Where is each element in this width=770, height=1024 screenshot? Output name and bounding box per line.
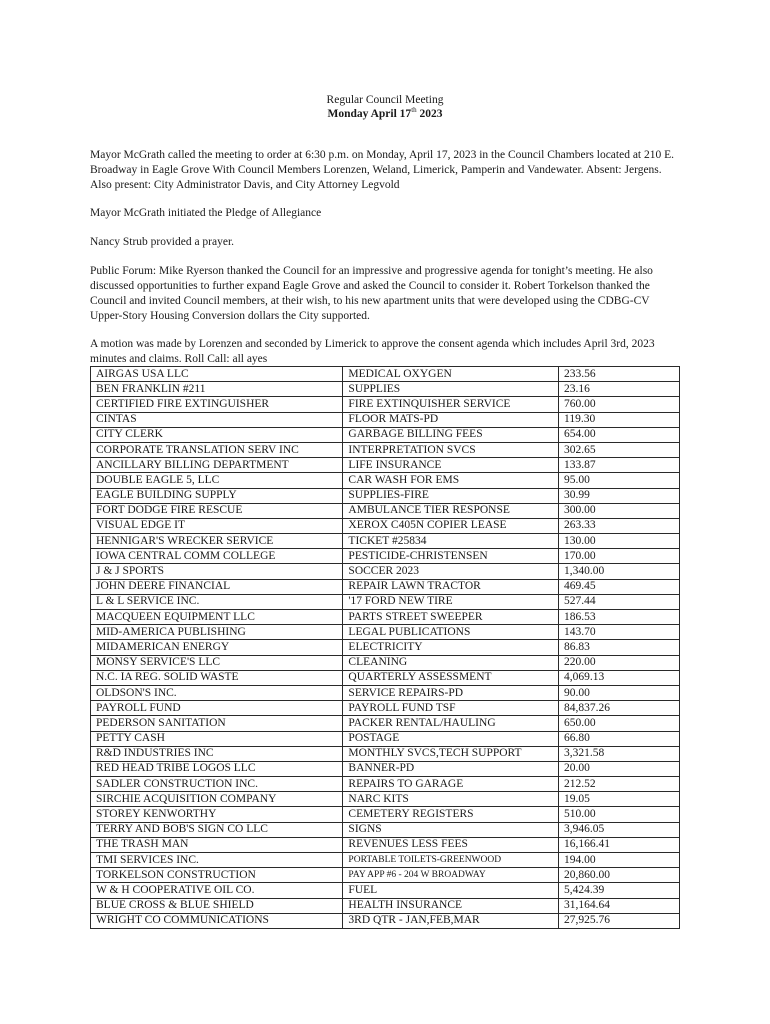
vendor-cell: R&D INDUSTRIES INC <box>91 746 343 761</box>
vendor-cell: OLDSON'S INC. <box>91 685 343 700</box>
amount-cell: 27,925.76 <box>559 913 680 928</box>
amount-cell: 212.52 <box>559 777 680 792</box>
description-cell: LEGAL PUBLICATIONS <box>343 625 559 640</box>
table-row <box>91 898 680 913</box>
description-cell: MEDICAL OXYGEN <box>343 367 559 382</box>
description-cell: PAY APP #6 - 204 W BROADWAY <box>343 868 559 883</box>
description-cell: GARBAGE BILLING FEES <box>343 427 559 442</box>
table-row <box>91 518 680 533</box>
table-row <box>91 731 680 746</box>
vendor-cell: CINTAS <box>91 412 343 427</box>
amount-cell: 90.00 <box>559 685 680 700</box>
amount-cell: 23.16 <box>559 382 680 397</box>
table-row <box>91 883 680 898</box>
description-cell: FLOOR MATS-PD <box>343 412 559 427</box>
description-cell: INTERPRETATION SVCS <box>343 442 559 457</box>
description-cell: XEROX C405N COPIER LEASE <box>343 518 559 533</box>
amount-cell: 143.70 <box>559 625 680 640</box>
call-to-order-paragraph: Mayor McGrath called the meeting to order at 6:30 p.m. on Monday, April 17, 2023 in the Council Chambers located at 210 E. Broadway in Eagle Grove With Council Members Lorenzen, Weland, Limerick, Pamperin and Vandewater. Absent: Jergens. Also present: City Administrator Davis, and City Attorney Legvold <box>90 149 675 191</box>
amount-cell: 31,164.64 <box>559 898 680 913</box>
amount-cell: 1,340.00 <box>559 564 680 579</box>
table-row <box>91 746 680 761</box>
claims-table <box>90 366 680 929</box>
vendor-cell: MONSY SERVICE'S LLC <box>91 655 343 670</box>
description-cell: PACKER RENTAL/HAULING <box>343 716 559 731</box>
table-row <box>91 503 680 518</box>
public-forum-paragraph: Public Forum: Mike Ryerson thanked the Council for an impressive and progressive agenda for tonight’s meeting. He also discussed opportunities to further expand Eagle Grove and asked the Council to consider it. Robert Torkelson thanked the Council and invited Council members, at their wish, to his new apartment units that were developed using the CDBG-CV Upper-Story Housing Conversion dollars the City supported. <box>90 265 653 322</box>
amount-cell: 760.00 <box>559 397 680 412</box>
table-row <box>91 777 680 792</box>
table-row <box>91 610 680 625</box>
description-cell: LIFE INSURANCE <box>343 458 559 473</box>
description-cell: CLEANING <box>343 655 559 670</box>
description-cell: REVENUES LESS FEES <box>343 837 559 852</box>
table-row <box>91 670 680 685</box>
table-row <box>91 868 680 883</box>
description-cell: BANNER-PD <box>343 761 559 776</box>
meeting-date-suffix: 2023 <box>416 108 443 120</box>
vendor-cell: J & J SPORTS <box>91 564 343 579</box>
table-row <box>91 701 680 716</box>
motion-paragraph: A motion was made by Lorenzen and seconded by Limerick to approve the consent agenda which includes April 3rd, 2023 minutes and claims. Roll Call: all ayes <box>90 338 655 365</box>
vendor-cell: CITY CLERK <box>91 427 343 442</box>
vendor-cell: PETTY CASH <box>91 731 343 746</box>
description-cell: SERVICE REPAIRS-PD <box>343 685 559 700</box>
amount-cell: 130.00 <box>559 534 680 549</box>
description-cell: '17 FORD NEW TIRE <box>343 594 559 609</box>
description-cell: FIRE EXTINQUISHER SERVICE <box>343 397 559 412</box>
table-row <box>91 837 680 852</box>
vendor-cell: W & H COOPERATIVE OIL CO. <box>91 883 343 898</box>
vendor-cell: THE TRASH MAN <box>91 837 343 852</box>
amount-cell: 84,837.26 <box>559 701 680 716</box>
vendor-cell: MIDAMERICAN ENERGY <box>91 640 343 655</box>
amount-cell: 302.65 <box>559 442 680 457</box>
table-row <box>91 792 680 807</box>
meeting-date-prefix: Monday April 17 <box>327 108 412 120</box>
table-row <box>91 564 680 579</box>
table-row <box>91 534 680 549</box>
description-cell: NARC KITS <box>343 792 559 807</box>
prayer-paragraph: Nancy Strub provided a prayer. <box>90 236 235 248</box>
vendor-cell: EAGLE BUILDING SUPPLY <box>91 488 343 503</box>
description-cell: SUPPLIES <box>343 382 559 397</box>
table-row <box>91 442 680 457</box>
description-cell: TICKET #25834 <box>343 534 559 549</box>
amount-cell: 469.45 <box>559 579 680 594</box>
table-row <box>91 853 680 868</box>
vendor-cell: WRIGHT CO COMMUNICATIONS <box>91 913 343 928</box>
description-cell: POSTAGE <box>343 731 559 746</box>
description-cell: SOCCER 2023 <box>343 564 559 579</box>
amount-cell: 510.00 <box>559 807 680 822</box>
vendor-cell: CERTIFIED FIRE EXTINGUISHER <box>91 397 343 412</box>
amount-cell: 30.99 <box>559 488 680 503</box>
vendor-cell: DOUBLE EAGLE 5, LLC <box>91 473 343 488</box>
description-cell: PESTICIDE-CHRISTENSEN <box>343 549 559 564</box>
amount-cell: 95.00 <box>559 473 680 488</box>
description-cell: REPAIRS TO GARAGE <box>343 777 559 792</box>
amount-cell: 650.00 <box>559 716 680 731</box>
table-row <box>91 716 680 731</box>
table-row <box>91 594 680 609</box>
vendor-cell: FORT DODGE FIRE RESCUE <box>91 503 343 518</box>
table-row <box>91 473 680 488</box>
table-row <box>91 807 680 822</box>
vendor-cell: JOHN DEERE FINANCIAL <box>91 579 343 594</box>
description-cell: ELECTRICITY <box>343 640 559 655</box>
table-row <box>91 549 680 564</box>
vendor-cell: PAYROLL FUND <box>91 701 343 716</box>
vendor-cell: MACQUEEN EQUIPMENT LLC <box>91 610 343 625</box>
amount-cell: 5,424.39 <box>559 883 680 898</box>
vendor-cell: HENNIGAR'S WRECKER SERVICE <box>91 534 343 549</box>
description-cell: AMBULANCE TIER RESPONSE <box>343 503 559 518</box>
description-cell: SIGNS <box>343 822 559 837</box>
vendor-cell: PEDERSON SANITATION <box>91 716 343 731</box>
vendor-cell: STOREY KENWORTHY <box>91 807 343 822</box>
table-row <box>91 488 680 503</box>
vendor-cell: RED HEAD TRIBE LOGOS LLC <box>91 761 343 776</box>
vendor-cell: IOWA CENTRAL COMM COLLEGE <box>91 549 343 564</box>
description-cell: PAYROLL FUND TSF <box>343 701 559 716</box>
description-cell: PORTABLE TOILETS-GREENWOOD <box>343 853 559 868</box>
description-cell: MONTHLY SVCS,TECH SUPPORT <box>343 746 559 761</box>
table-row <box>91 579 680 594</box>
vendor-cell: TMI SERVICES INC. <box>91 853 343 868</box>
amount-cell: 20,860.00 <box>559 868 680 883</box>
vendor-cell: MID-AMERICA PUBLISHING <box>91 625 343 640</box>
vendor-cell: TORKELSON CONSTRUCTION <box>91 868 343 883</box>
table-row <box>91 655 680 670</box>
amount-cell: 19.05 <box>559 792 680 807</box>
meeting-date-sup: th <box>411 106 417 115</box>
vendor-cell: VISUAL EDGE IT <box>91 518 343 533</box>
table-row <box>91 427 680 442</box>
description-cell: FUEL <box>343 883 559 898</box>
description-cell: CEMETERY REGISTERS <box>343 807 559 822</box>
amount-cell: 20.00 <box>559 761 680 776</box>
amount-cell: 4,069.13 <box>559 670 680 685</box>
table-row <box>91 822 680 837</box>
amount-cell: 133.87 <box>559 458 680 473</box>
vendor-cell: ANCILLARY BILLING DEPARTMENT <box>91 458 343 473</box>
description-cell: QUARTERLY ASSESSMENT <box>343 670 559 685</box>
amount-cell: 86.83 <box>559 640 680 655</box>
description-cell: SUPPLIES-FIRE <box>343 488 559 503</box>
table-row <box>91 397 680 412</box>
table-row <box>91 761 680 776</box>
table-row <box>91 625 680 640</box>
vendor-cell: SADLER CONSTRUCTION INC. <box>91 777 343 792</box>
vendor-cell: BEN FRANKLIN #211 <box>91 382 343 397</box>
table-row <box>91 367 680 382</box>
vendor-cell: TERRY AND BOB'S SIGN CO LLC <box>91 822 343 837</box>
description-cell: REPAIR LAWN TRACTOR <box>343 579 559 594</box>
amount-cell: 66.80 <box>559 731 680 746</box>
amount-cell: 300.00 <box>559 503 680 518</box>
table-row <box>91 382 680 397</box>
table-row <box>91 640 680 655</box>
table-row <box>91 412 680 427</box>
table-row <box>91 685 680 700</box>
pledge-paragraph: Mayor McGrath initiated the Pledge of Allegiance <box>90 207 322 219</box>
description-cell: PARTS STREET SWEEPER <box>343 610 559 625</box>
vendor-cell: L & L SERVICE INC. <box>91 594 343 609</box>
vendor-cell: CORPORATE TRANSLATION SERV INC <box>91 442 343 457</box>
amount-cell: 527.44 <box>559 594 680 609</box>
amount-cell: 194.00 <box>559 853 680 868</box>
amount-cell: 186.53 <box>559 610 680 625</box>
vendor-cell: AIRGAS USA LLC <box>91 367 343 382</box>
amount-cell: 263.33 <box>559 518 680 533</box>
claims-table-body <box>91 367 680 929</box>
description-cell: 3RD QTR - JAN,FEB,MAR <box>343 913 559 928</box>
amount-cell: 3,321.58 <box>559 746 680 761</box>
vendor-cell: N.C. IA REG. SOLID WASTE <box>91 670 343 685</box>
table-row <box>91 458 680 473</box>
vendor-cell: SIRCHIE ACQUISITION COMPANY <box>91 792 343 807</box>
amount-cell: 654.00 <box>559 427 680 442</box>
amount-cell: 170.00 <box>559 549 680 564</box>
table-row <box>91 913 680 928</box>
description-cell: HEALTH INSURANCE <box>343 898 559 913</box>
amount-cell: 16,166.41 <box>559 837 680 852</box>
amount-cell: 119.30 <box>559 412 680 427</box>
meeting-date <box>0 108 770 120</box>
meeting-title: Regular Council Meeting <box>326 94 444 106</box>
amount-cell: 233.56 <box>559 367 680 382</box>
vendor-cell: BLUE CROSS & BLUE SHIELD <box>91 898 343 913</box>
amount-cell: 3,946.05 <box>559 822 680 837</box>
amount-cell: 220.00 <box>559 655 680 670</box>
description-cell: CAR WASH FOR EMS <box>343 473 559 488</box>
